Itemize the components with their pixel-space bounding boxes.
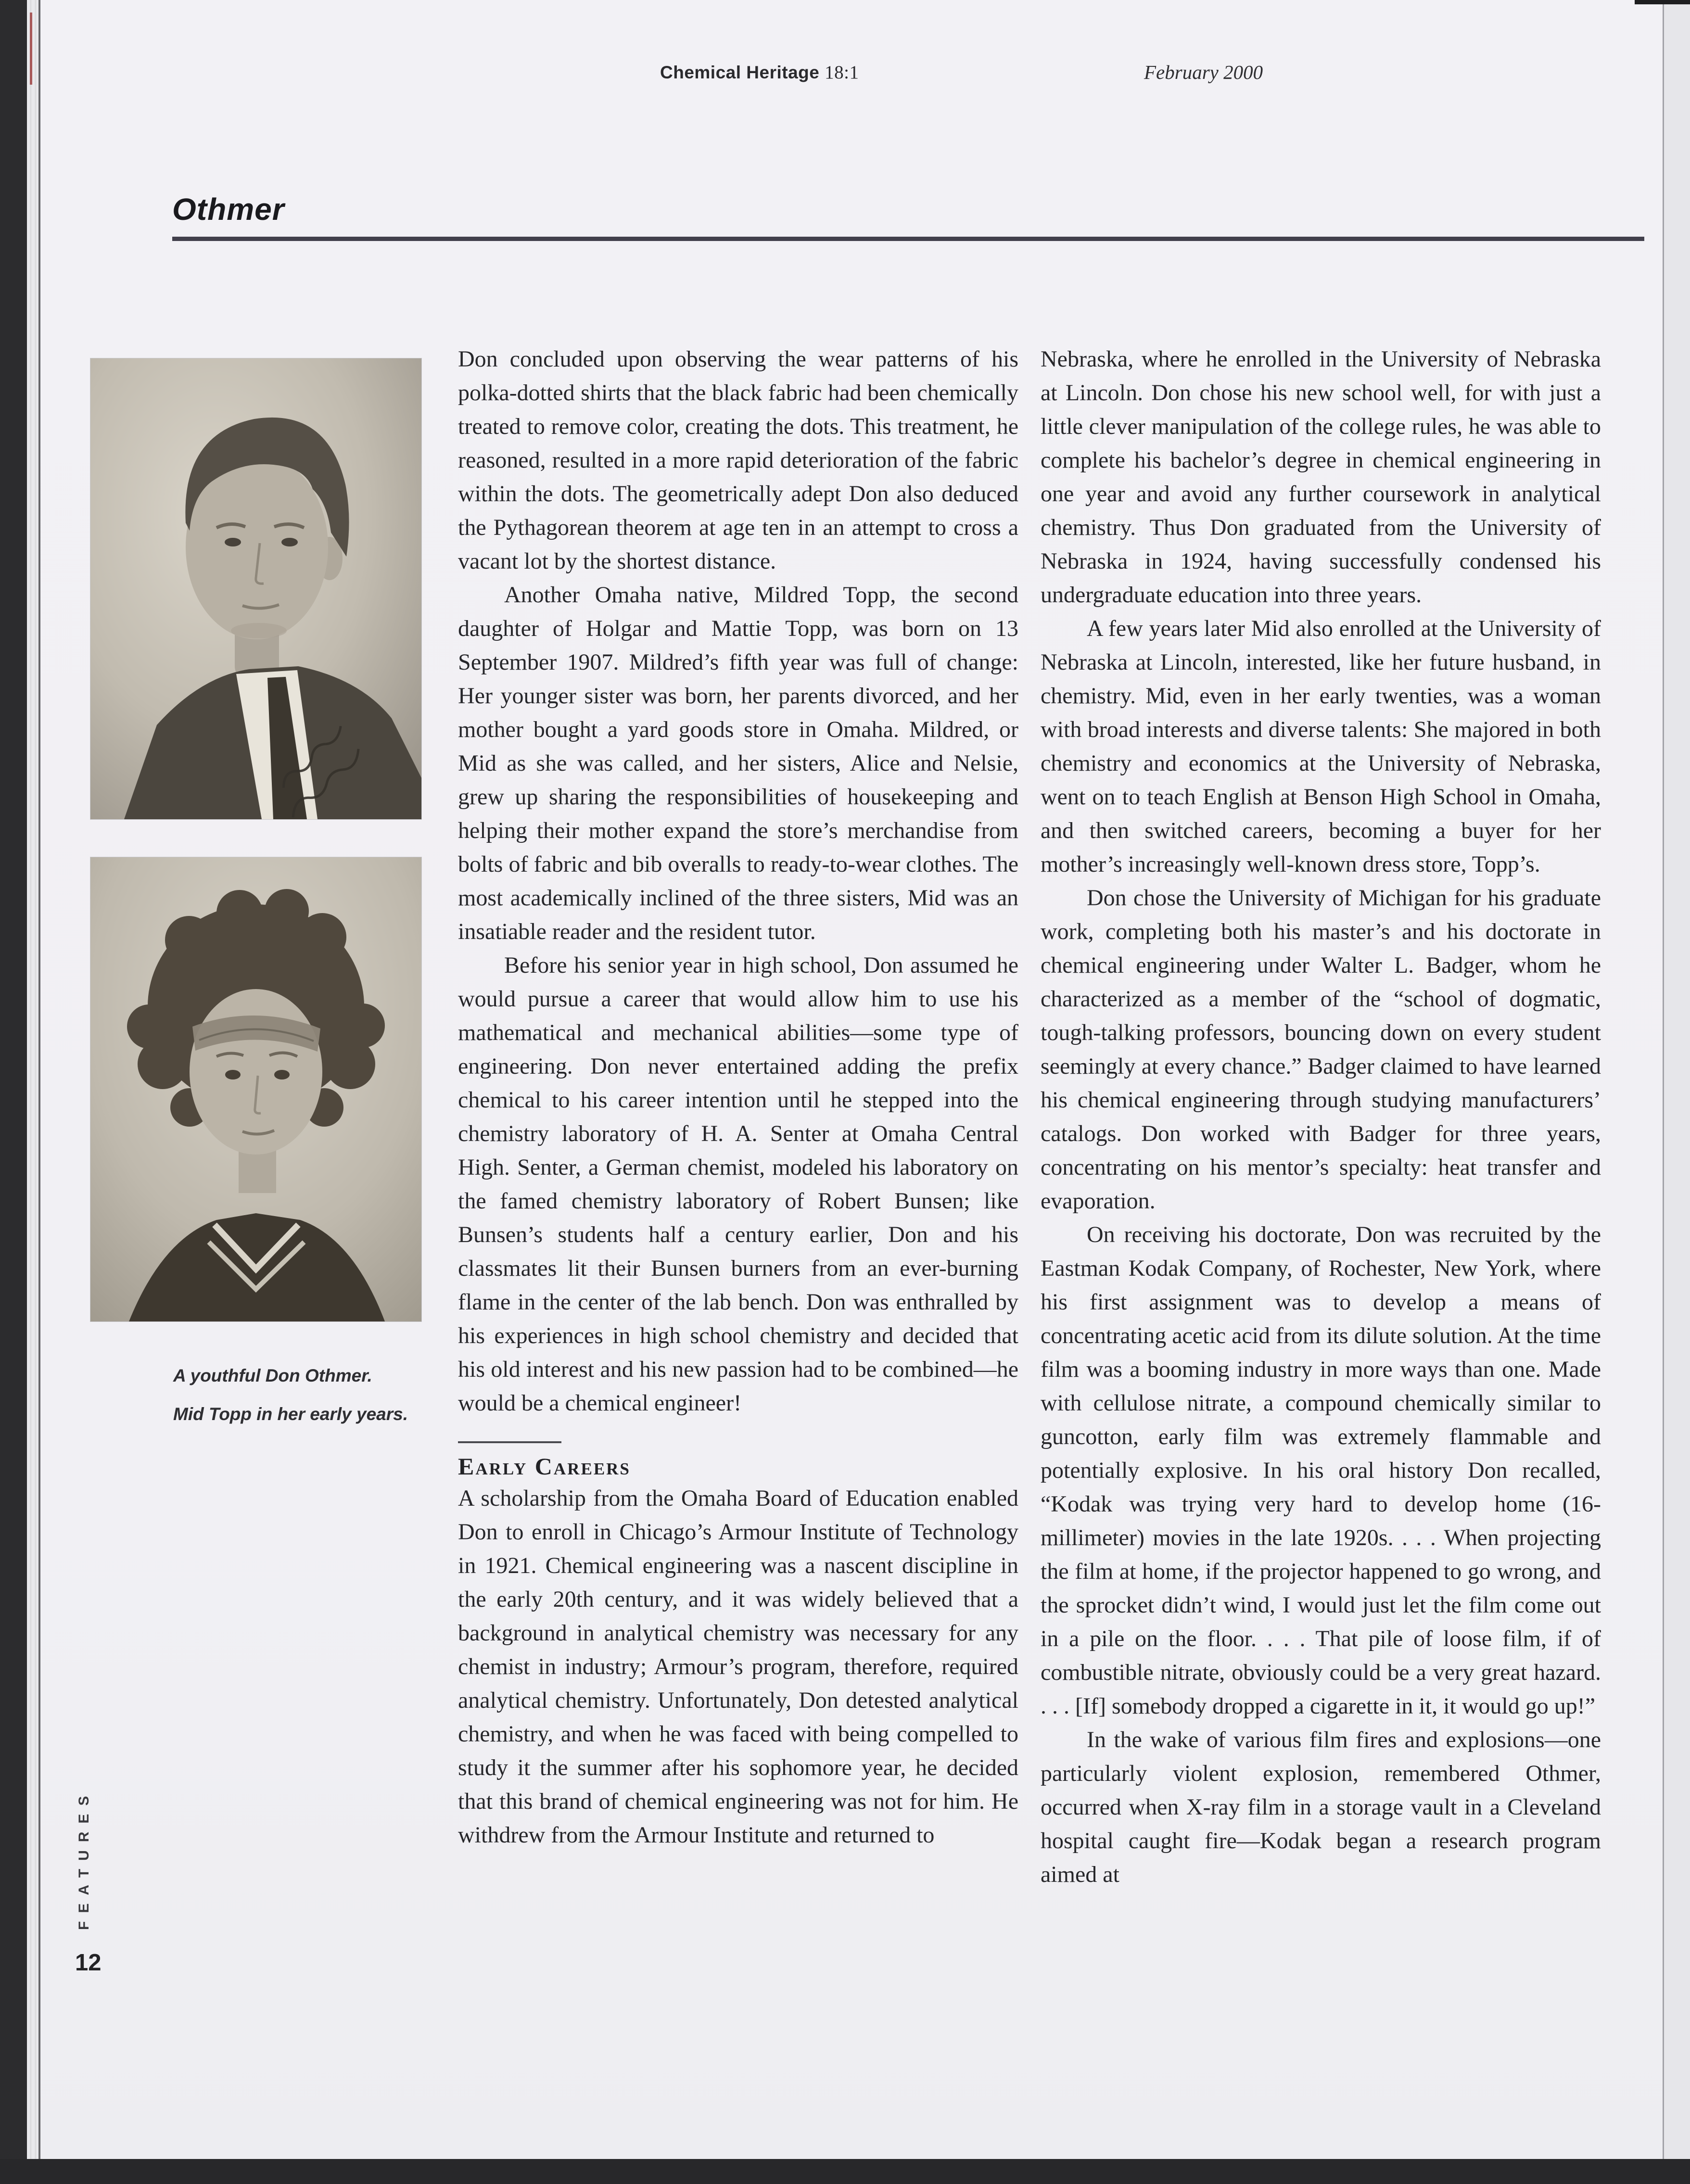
eye-left [225, 538, 241, 546]
article-paragraph: Don concluded upon observing the wear patterns of his polka-dotted shirts that the black fabric had been chemically treated to remove color, creating the dots. This treatment, he reasoned, resulted in a more rapid deterioration of the fabric within the dots. The geometrically adept Don also deduced the Pythagorean theorem at age ten in an attempt to cross a vacant lot by the shortest distance. [458, 346, 1018, 574]
eye-right [281, 538, 298, 546]
section-title: Othmer [172, 192, 285, 227]
article-paragraph: A few years later Mid also enrolled at the University of Nebraska at Lincoln, interested, like her future husband, in chemistry. Mid, even in her early twenties, was a woman with broad interests and diverse talents: She majored in both chemistry and economics at the University of Nebraska, went on to teach English at Benson High School in Omaha, and then switched careers, becoming a buyer for her mother’s increasingly well-known dress store, Topp’s. [1041, 616, 1601, 877]
article-paragraph: Before his senior year in high school, Don assumed he would pursue a career that would allow him to use his mathematical and mechanical abilities—some type of engineering. Don never entertained adding the prefix chemical to his career intention until he stepped into the chemistry laboratory of H. A. Senter at Omaha Central High. Senter, a German chemist, modeled his laboratory on the famed chemistry laboratory of Robert Bunsen; like Bunsen’s students half a century earlier, Don and his classmates lit their Bunsen burners from an ever-burning flame in the center of the lab bench. Don was enthralled by his experiences in high school chemistry and decided that his old interest and his new passion had to be combined—he would be a chemical engineer! [458, 952, 1018, 1416]
eye-left [225, 1070, 241, 1079]
section-title-rule [172, 237, 1644, 241]
caption-don: A youthful Don Othmer. [173, 1366, 372, 1385]
article-paragraph: On receiving his doctorate, Don was recruited by the Eastman Kodak Company, of Rochester, New York, where his first assignment was to develop a means of concentrating acetic acid from its dilute solution. At the time film was a booming industry in more ways than one. Made with cellulose nitrate, a compound chemically similar to guncotton, early film was extremely flammable and potentially explosive. In his oral history Don recalled, “Kodak was trying very hard to develop home (16-millimeter) movies in the late 1920s. . . . When projecting the film at home, if the projector happened to go wrong, and the sprocket didn’t wind, I would just let the film come out in a pile on the floor. . . . That pile of loose film, if of combustible nitrate, obviously could be a very great hazard. . . . [If] somebody dropped a cigarette in it, it would go up!” [1041, 1222, 1601, 1719]
article-paragraph: Another Omaha native, Mildred Topp, the second daughter of Holgar and Mattie Topp, was born on 13 September 1907. Mildred’s fifth year was full of change: Her younger sister was born, her parents divorced, and her mother bought a yard goods store in Omaha. Mildred, or Mid as she was called, and her sisters, Alice and Nelsie, grew up sharing the responsibilities of housekeeping and helping their mother expand the store’s merchandise from bolts of fabric and bib overalls to ready-to-wear clothes. The most academically inclined of the three sisters, Mid was an insatiable reader and the resident tutor. [458, 582, 1018, 944]
article-paragraph: Don chose the University of Michigan for his graduate work, completing both his master’s and his doctorate in chemical engineering under Walter L. Badger, whom he characterized as a member of the “school of dogmatic, tough-talking professors, bouncing down on every student seemingly at every chance.” Badger claimed to have learned his chemical engineering through studying manufacturers’ catalogs. Don worked with Badger for three years, concentrating on his mentor’s specialty: heat transfer and evaporation. [1041, 885, 1601, 1214]
article-paragraph: Nebraska, where he enrolled in the University of Nebraska at Lincoln. Don chose his new school well, for with just a little clever manipulation of the college rules, he was able to complete his bachelor’s degree in chemical engineering in one year and avoid any further coursework in analytical chemistry. Thus Don graduated from the University of Nebraska in 1924, having successfully condensed his undergraduate education into three years. [1041, 346, 1601, 608]
article-column-2 [1041, 343, 1601, 1892]
article-paragraph: In the wake of various film fires and explosions—one particularly violent explosion, remembered Othmer, occurred when X-ray film in a storage vault in a Cleveland hospital caught fire—Kodak began a research program aimed at [1041, 1727, 1601, 1887]
page-edge-line [38, 0, 40, 2161]
caption-mid: Mid Topp in her early years. [173, 1404, 408, 1424]
right-page-edge-strip [1663, 0, 1690, 2161]
mid-topp-photo [90, 857, 421, 1321]
early-careers-subheading: Early Careers [458, 1453, 631, 1480]
running-head-date: February 2000 [1144, 61, 1263, 83]
red-registration-mark [30, 13, 32, 85]
issue-number: 18:1 [825, 62, 859, 83]
article-column-1 [458, 343, 1018, 1852]
photo-captions [173, 1362, 462, 1439]
running-head-journal [660, 62, 859, 83]
scan-bottom-bar [0, 2159, 1690, 2184]
top-corner-mark [1635, 0, 1690, 4]
don-othmer-photo [90, 358, 421, 819]
journal-name: Chemical Heritage [660, 63, 820, 82]
eye-right [274, 1070, 290, 1079]
mid-portrait-illustration [90, 857, 421, 1321]
article-paragraph: A scholarship from the Omaha Board of Education enabled Don to enroll in Chicago’s Armour Institute of Technology in 1921. Chemical engineering was a nascent discipline in the early 20th century, and it was widely believed that a background in analytical chemistry was necessary for any chemist in industry; Armour’s program, therefore, required analytical chemistry. Unfortunately, Don detested analytical chemistry, and when he was faced with being compelled to study it the summer after his sophomore year, he decided that this brand of chemical engineering was not for him. He withdrew from the Armour Institute and returned to [458, 1486, 1018, 1848]
page-number: 12 [75, 1950, 102, 1976]
face [190, 989, 322, 1155]
chin-shadow [231, 623, 287, 638]
features-vertical-label: FEATURES [76, 1788, 92, 1930]
don-portrait-illustration [90, 358, 421, 819]
subheading-rule [458, 1441, 561, 1443]
